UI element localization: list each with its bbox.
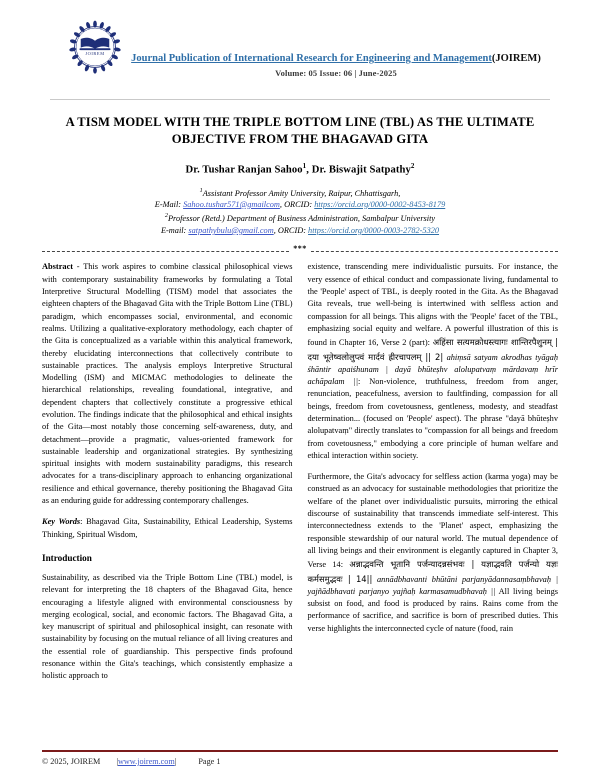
copyright-text: © 2025, JOIREM — [42, 757, 101, 766]
website-link[interactable]: www.joirem.com — [117, 757, 175, 766]
email-2-label: E-mail: — [160, 225, 187, 235]
affil-2-text: Professor (Retd.) Department of Business Administration, Sambalpur University — [167, 214, 436, 224]
gita-verse-16-2-transliteration: ahiṃsā satyam akrodhas tyāgaḥ śhāntir apaiśhunam | dayā bhūteṣhv alolupatvaṃ mārdavaṃ hrīr achāpalam || — [307, 352, 559, 387]
journal-abbreviation: (JOIREM) — [491, 53, 541, 64]
affil-1-text: Assistant Professor Amity University, Raipur, Chhattisgarh, — [202, 188, 401, 198]
abstract-text: - This work aspires to combine classical philosophical views with contemporary sustainability frameworks by formulating a Total Interpretive Structural Modelling (TISM) model that associates the eighteen chapters of the Bhagavad Gita with the Triple Bottom Line (TBL) paradigm, which encompasses social, environmental, and economic realms. Utilizing a qualitative-exploratory methodology, each chapter of the Gita is conceptualized as a variable within this analytical framework, thereby elucidating interconnections that collectively contribute to sustainable practices. The analysis employs Interpretive Structural Modelling (ISM) and MICMAC methodologies to delineate the hierarchical relationships, revealing foundational, integrative, and dependent chapters that collectively constitute a progressive ethical evolution. The findings indicate that the philosophical and ethical insights of the Gita—most notably those concerning self-awareness, duty, and detachment—provide a pragmatic, values-oriented framework for sustainable leadership and organizational strategies. By synthesizing spiritual insights with modern sustainability paradigms, this research advocates for a trans-disciplinary approach to enhancing organizational resilience and ethical governance, thereby positioning the Bhagavad Gita as an enduring guide for addressing contemporary challenges. — [42, 262, 293, 506]
email-1-link[interactable]: Sahoo.tushar571@gmailcom — [183, 199, 280, 209]
volume-issue-line: Volume: 05 Issue: 06 | June-2025 — [275, 68, 397, 78]
right-paragraph-2 — [308, 471, 559, 635]
affiliation-line-2 — [42, 210, 558, 224]
abstract-paragraph — [42, 261, 293, 507]
author-one: Dr. Tushar Ranjan Sahoo — [185, 164, 303, 176]
page-footer — [42, 750, 558, 766]
keywords-text: : Bhagavad Gita, Sustainability, Ethical Leadership, Systems Thinking, Spiritual Wisdom, — [42, 517, 293, 539]
right-para-1-text: existence, transcending mere individualistic pursuits. For instance, the very essence of ethical conduct and compassionate living, fundamental to the 'People' aspect of TBL, is deeply rooted in the Gita. As the Bhagavad Gita reveals, true well-being is intertwined with selfless action and compassion for all beings. This aligns with the 'People' facet of the TBL, emphasizing social equity and welfare. A powerful illustration of this is found in Chapter 16, Verse 2 (part): — [307, 262, 558, 348]
orcid-2-link[interactable]: https://orcid.org/0000-0003-2782-5320 — [308, 225, 440, 235]
journal-name-link[interactable]: Journal Publication of International Research for Engineering and Management — [131, 53, 492, 64]
page-title: A TISM MODEL WITH THE TRIPLE BOTTOM LINE (TBL) AS THE ULTIMATE OBJECTIVE FROM THE BHAGAVAD GITA — [65, 115, 535, 146]
gita-verse-3-14-devanagari: अन्नाद्भवन्ति भूतानि पर्जन्यादन्नसंभवः | यज्ञाद्भवति पर्जन्यो यज्ञः कर्मसमुद्भवः | 14|| — [307, 559, 558, 584]
orcid-1-label: , ORCID: — [279, 199, 313, 209]
author-two-affil-marker: 2 — [410, 162, 415, 170]
page-number: Page 1 — [198, 757, 221, 766]
left-column — [42, 261, 293, 682]
introduction-paragraph: Sustainability, as described via the Triple Bottom Line (TBL) model, is relevant for interpreting the 18 chapters of the Bhagavad Gita, hence encouraging a lifestyle aligned with environmental consciousness by merging ecological, social, and economic factors. The Bhagavad Gita, a key manuscript of spiritual and philosophical insight, can resonate with sustainability by focusing on the mutual reliance of all living creatures and the essential role of guardianship. This perspective finds profound resonance within the Gita's teachings, which consistently emphasize a holistic approach to — [42, 572, 293, 681]
orcid-2-label: , ORCID: — [273, 225, 306, 235]
divider-stars: *** — [289, 244, 311, 253]
affil-1-marker: 1 — [199, 186, 203, 194]
journal-title-line — [114, 52, 558, 65]
right-para-2-text: Furthermore, the Gita's advocacy for selfless action (karma yoga) may be construed as an advocacy for sustainable methodologies that prioritize the welfare of the planet over individualistic pursuits, mirroring the ethical discourse of sustainability that transcends immediate self-interest. This interconnectedness extends to the 'Planet' aspect, emphasizing the responsible stewardship of our natural world. The mutual dependence of all living beings and their environment is elegantly captured in Chapter 3, Verse 14: — [307, 472, 558, 570]
abstract-label: Abstract — [42, 262, 74, 272]
orcid-1-link[interactable]: https://orcid.org/0000-0002-8453-8179 — [314, 199, 446, 209]
keywords-paragraph — [42, 516, 293, 541]
keywords-label: Key Words — [42, 517, 81, 527]
email-1-label: E-Mail: — [154, 199, 182, 209]
site-bracket-open: | — [116, 757, 118, 766]
contact-line-2 — [42, 225, 558, 237]
right-column — [308, 261, 559, 682]
affil-2-marker: 2 — [164, 212, 168, 220]
gita-verse-16-2-devanagari: अहिंसा सत्यमक्रोधस्त्यागः शान्तिरपैशुनम् | दया भूतेष्वलोलुप्त्वं मार्दवं ह्रीरचापलम् || 2| — [307, 337, 558, 362]
masthead-text — [114, 52, 558, 78]
author-one-affil-marker: 1 — [302, 162, 307, 170]
right-paragraph-1 — [308, 261, 559, 462]
right-para-2-continued: All living beings subsist on food, and food is produced by rains. Rains come from the performance of sacrifice, and sacrifice is born of prescribed duties. This verse highlights the interconnected cycle of nature (food, rain — [307, 586, 558, 633]
introduction-heading: Introduction — [42, 552, 92, 563]
website-wrapper — [116, 757, 176, 766]
right-para-1-continued: : Non-violence, truthfulness, freedom from anger, renunciation, peacefulness, aversion to faultfinding, compassion for all beings, freedom from covetousness, gentleness, modesty, and steadfast determination... (focused on 'People' aspect). The phrase "dayā bhūteṣhv alolupatvaṃ" directly translates to "compassion for all beings and freedom from covetousness," embodying a core principle of human welfare and ethical interaction within society. — [307, 377, 558, 460]
affiliation-line-1 — [42, 185, 558, 199]
gita-verse-3-14-transliteration: annādbhavanti bhūtāni parjanyādannasaṃbhavaḥ | yajñādbhavati parjanyo yajñaḥ karmasamudbhavaḥ || — [307, 574, 558, 596]
email-2-link[interactable]: satpathybulu@gmail.com — [188, 225, 274, 235]
footer-divider — [42, 750, 558, 752]
footer-text-row — [42, 757, 558, 766]
body-columns — [42, 261, 558, 682]
svg-text:JOIREM: JOIREM — [85, 51, 105, 57]
affiliation-block — [42, 185, 558, 237]
site-bracket-close: | — [174, 757, 177, 766]
contact-line-1 — [42, 199, 558, 211]
masthead — [42, 14, 558, 92]
masthead-divider — [50, 99, 550, 100]
author-two: , Dr. Biswajit Satpathy — [306, 164, 411, 176]
author-list — [42, 162, 558, 176]
section-divider — [42, 244, 558, 257]
